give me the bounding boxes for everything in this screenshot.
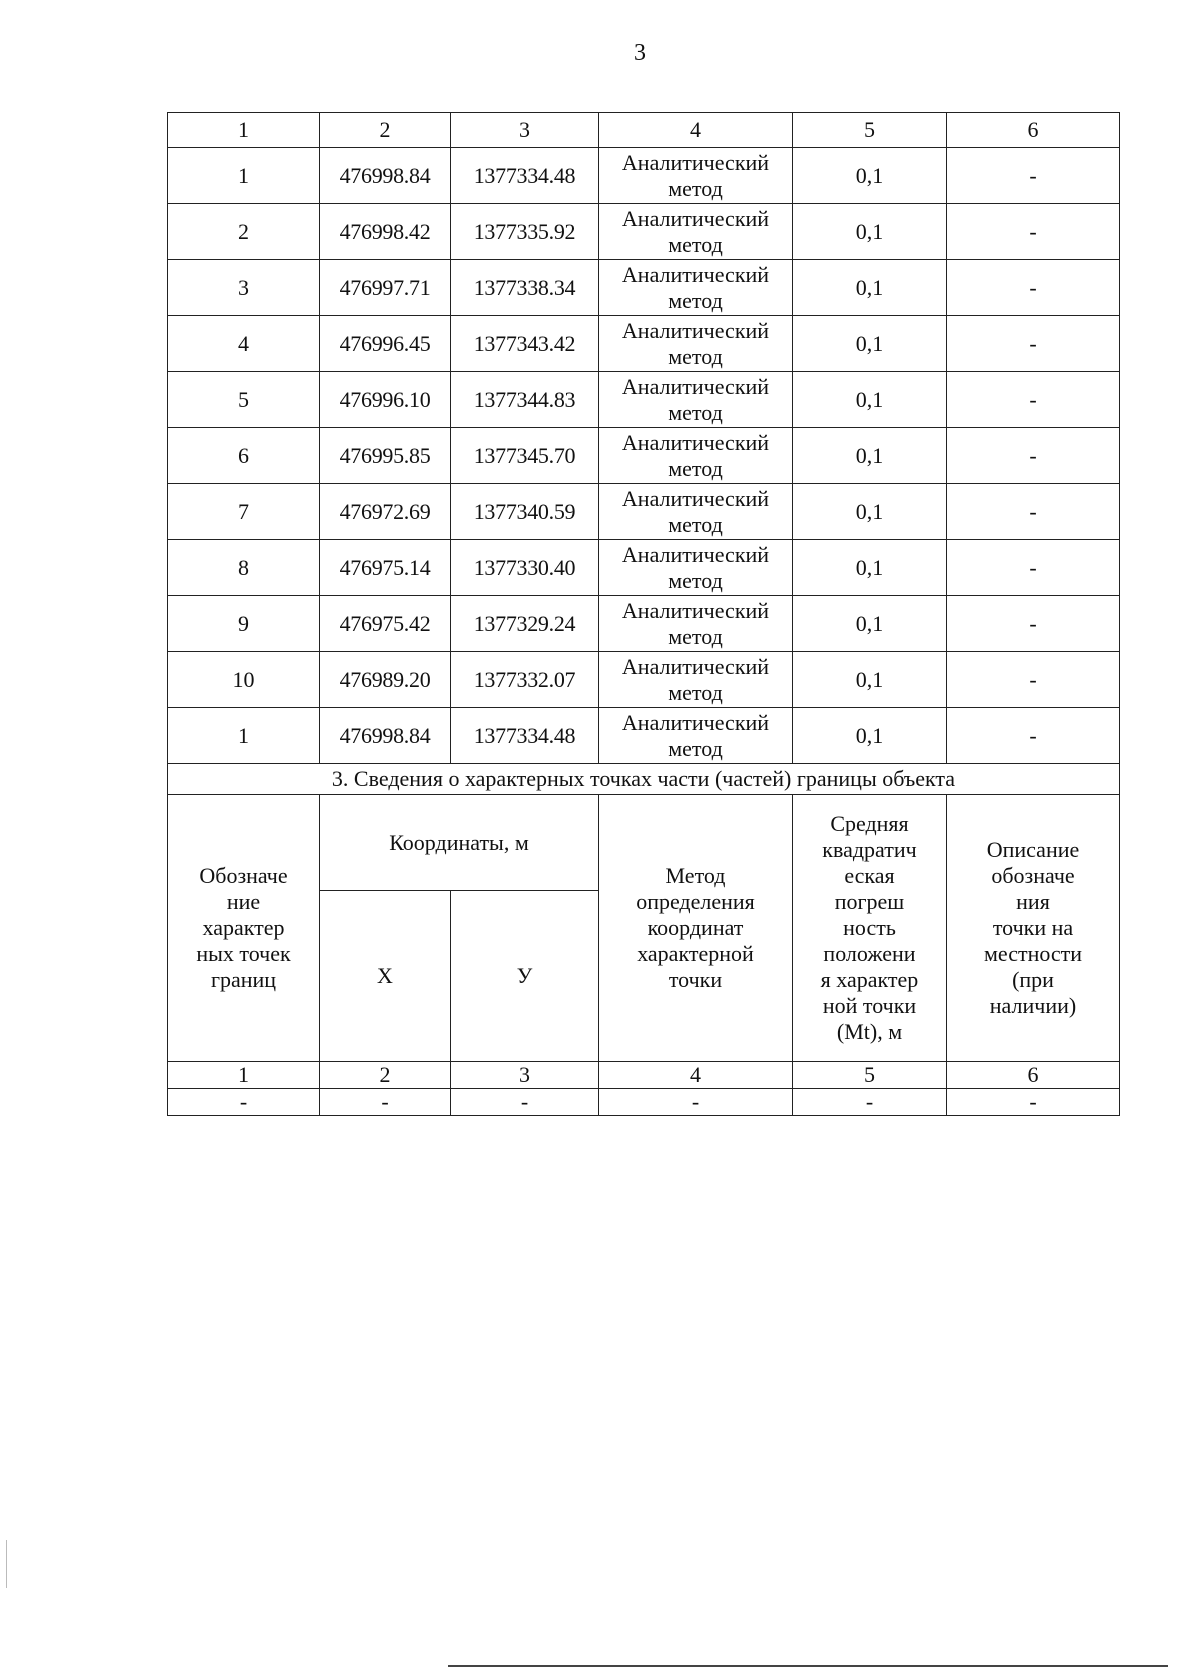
header-line: местности	[983, 941, 1083, 966]
error-value: 0,1	[793, 204, 947, 260]
coord-y: 1377338.34	[451, 260, 599, 316]
empty-cell: -	[168, 1089, 320, 1116]
point-number: 10	[168, 652, 320, 708]
header-line: точки на	[992, 915, 1074, 940]
header-line: характер	[202, 915, 285, 940]
header-line: (Mt), м	[836, 1019, 903, 1044]
description: -	[947, 652, 1120, 708]
section-column-number-row	[168, 1062, 1120, 1089]
coord-x: 476998.84	[320, 708, 451, 764]
point-number: 3	[168, 260, 320, 316]
header-line: еская	[844, 863, 895, 888]
empty-cell: -	[947, 1089, 1120, 1116]
col-number: 2	[320, 113, 451, 148]
point-number: 1	[168, 708, 320, 764]
table-row	[168, 428, 1120, 484]
header-line: я характер	[820, 967, 919, 992]
description: -	[947, 260, 1120, 316]
bottom-rule	[448, 1665, 1168, 1667]
description: -	[947, 540, 1120, 596]
error-value: 0,1	[793, 708, 947, 764]
coord-y: 1377330.40	[451, 540, 599, 596]
coord-x: 476997.71	[320, 260, 451, 316]
point-number: 4	[168, 316, 320, 372]
header-line: координат	[647, 915, 744, 940]
header-y: У	[451, 891, 599, 1062]
header-coordinates: Координаты, м	[320, 795, 599, 891]
method-line: Аналитический	[621, 485, 770, 511]
method-cell	[599, 428, 793, 484]
header-line: наличии)	[989, 993, 1077, 1018]
coord-x: 476996.45	[320, 316, 451, 372]
method-line: метод	[668, 679, 723, 705]
point-number: 6	[168, 428, 320, 484]
method-line: Аналитический	[621, 149, 770, 175]
header-line: Метод	[665, 863, 726, 888]
description: -	[947, 204, 1120, 260]
point-number: 5	[168, 372, 320, 428]
header-line: Обозначе	[199, 863, 288, 888]
error-value: 0,1	[793, 484, 947, 540]
header-x: Х	[320, 891, 451, 1062]
description: -	[947, 372, 1120, 428]
section-empty-row	[168, 1089, 1120, 1116]
method-line: метод	[668, 231, 723, 257]
method-line: метод	[668, 511, 723, 537]
point-number: 8	[168, 540, 320, 596]
table-row	[168, 148, 1120, 204]
header-designation	[168, 795, 320, 1062]
table-row	[168, 652, 1120, 708]
error-value: 0,1	[793, 316, 947, 372]
method-line: метод	[668, 735, 723, 761]
method-cell	[599, 204, 793, 260]
error-value: 0,1	[793, 148, 947, 204]
table-row	[168, 484, 1120, 540]
empty-cell: -	[599, 1089, 793, 1116]
header-line: Описание	[986, 837, 1080, 862]
coord-x: 476998.84	[320, 148, 451, 204]
header-line: ной точки	[822, 993, 917, 1018]
empty-cell: -	[451, 1089, 599, 1116]
header-line: определения	[636, 889, 755, 914]
header-line: квадратич	[822, 837, 917, 862]
method-line: метод	[668, 399, 723, 425]
section-title: 3. Сведения о характерных точках части (частей) границы объекта	[168, 764, 1120, 795]
table-row	[168, 540, 1120, 596]
method-cell	[599, 596, 793, 652]
header-line: ние	[226, 889, 261, 914]
method-cell	[599, 316, 793, 372]
method-line: Аналитический	[621, 597, 770, 623]
description: -	[947, 428, 1120, 484]
table-row	[168, 260, 1120, 316]
method-line: Аналитический	[621, 317, 770, 343]
header-error	[793, 795, 947, 1062]
header-line: ность	[843, 915, 896, 940]
col-number: 4	[599, 1062, 793, 1089]
header-line: погреш	[834, 889, 905, 914]
error-value: 0,1	[793, 540, 947, 596]
description: -	[947, 316, 1120, 372]
coord-y: 1377340.59	[451, 484, 599, 540]
table-row	[168, 708, 1120, 764]
table-row	[168, 372, 1120, 428]
column-number-row	[168, 113, 1120, 148]
table-row	[168, 596, 1120, 652]
method-line: Аналитический	[621, 205, 770, 231]
method-line: Аналитический	[621, 429, 770, 455]
point-number: 2	[168, 204, 320, 260]
section-title-row	[168, 764, 1120, 795]
coord-x: 476995.85	[320, 428, 451, 484]
method-line: Аналитический	[621, 653, 770, 679]
header-line: (при	[1012, 967, 1054, 992]
method-cell	[599, 148, 793, 204]
description: -	[947, 596, 1120, 652]
col-number: 2	[320, 1062, 451, 1089]
point-number: 1	[168, 148, 320, 204]
col-number: 1	[168, 113, 320, 148]
method-line: Аналитический	[621, 373, 770, 399]
col-number: 6	[947, 1062, 1120, 1089]
coord-x: 476998.42	[320, 204, 451, 260]
col-number: 5	[793, 1062, 947, 1089]
method-cell	[599, 708, 793, 764]
coord-y: 1377332.07	[451, 652, 599, 708]
coord-y: 1377334.48	[451, 148, 599, 204]
header-line: положени	[823, 941, 916, 966]
col-number: 1	[168, 1062, 320, 1089]
point-number: 9	[168, 596, 320, 652]
header-line: границ	[210, 967, 277, 992]
header-line: точки	[668, 967, 723, 992]
coordinates-table	[167, 112, 1120, 1116]
coord-y: 1377329.24	[451, 596, 599, 652]
coord-x: 476996.10	[320, 372, 451, 428]
error-value: 0,1	[793, 428, 947, 484]
coord-x: 476975.14	[320, 540, 451, 596]
description: -	[947, 148, 1120, 204]
method-line: метод	[668, 175, 723, 201]
method-line: метод	[668, 623, 723, 649]
method-cell	[599, 372, 793, 428]
header-description	[947, 795, 1120, 1062]
error-value: 0,1	[793, 372, 947, 428]
method-cell	[599, 484, 793, 540]
page-number: 3	[634, 40, 646, 66]
col-number: 4	[599, 113, 793, 148]
method-cell	[599, 260, 793, 316]
error-value: 0,1	[793, 652, 947, 708]
error-value: 0,1	[793, 260, 947, 316]
error-value: 0,1	[793, 596, 947, 652]
method-line: Аналитический	[621, 261, 770, 287]
method-line: Аналитический	[621, 541, 770, 567]
header-line: ния	[1016, 889, 1050, 914]
method-line: метод	[668, 287, 723, 313]
header-line: характерной	[637, 941, 754, 966]
method-cell	[599, 540, 793, 596]
empty-cell: -	[793, 1089, 947, 1116]
coord-y: 1377343.42	[451, 316, 599, 372]
method-line: метод	[668, 455, 723, 481]
table-row	[168, 204, 1120, 260]
col-number: 6	[947, 113, 1120, 148]
point-number: 7	[168, 484, 320, 540]
coord-x: 476972.69	[320, 484, 451, 540]
coord-x: 476989.20	[320, 652, 451, 708]
col-number: 3	[451, 1062, 599, 1089]
method-line: метод	[668, 567, 723, 593]
header-line: ных точек	[196, 941, 291, 966]
coord-x: 476975.42	[320, 596, 451, 652]
header-line: обозначе	[991, 863, 1075, 888]
empty-cell: -	[320, 1089, 451, 1116]
method-line: Аналитический	[621, 709, 770, 735]
col-number: 3	[451, 113, 599, 148]
coord-y: 1377334.48	[451, 708, 599, 764]
coord-y: 1377345.70	[451, 428, 599, 484]
method-cell	[599, 652, 793, 708]
description: -	[947, 484, 1120, 540]
coord-y: 1377344.83	[451, 372, 599, 428]
coord-y: 1377335.92	[451, 204, 599, 260]
col-number: 5	[793, 113, 947, 148]
header-line: Средняя	[830, 811, 909, 836]
header-method	[599, 795, 793, 1062]
table-row	[168, 316, 1120, 372]
description: -	[947, 708, 1120, 764]
method-line: метод	[668, 343, 723, 369]
section-header-row	[168, 795, 1120, 891]
scan-edge-mark	[6, 1540, 7, 1588]
